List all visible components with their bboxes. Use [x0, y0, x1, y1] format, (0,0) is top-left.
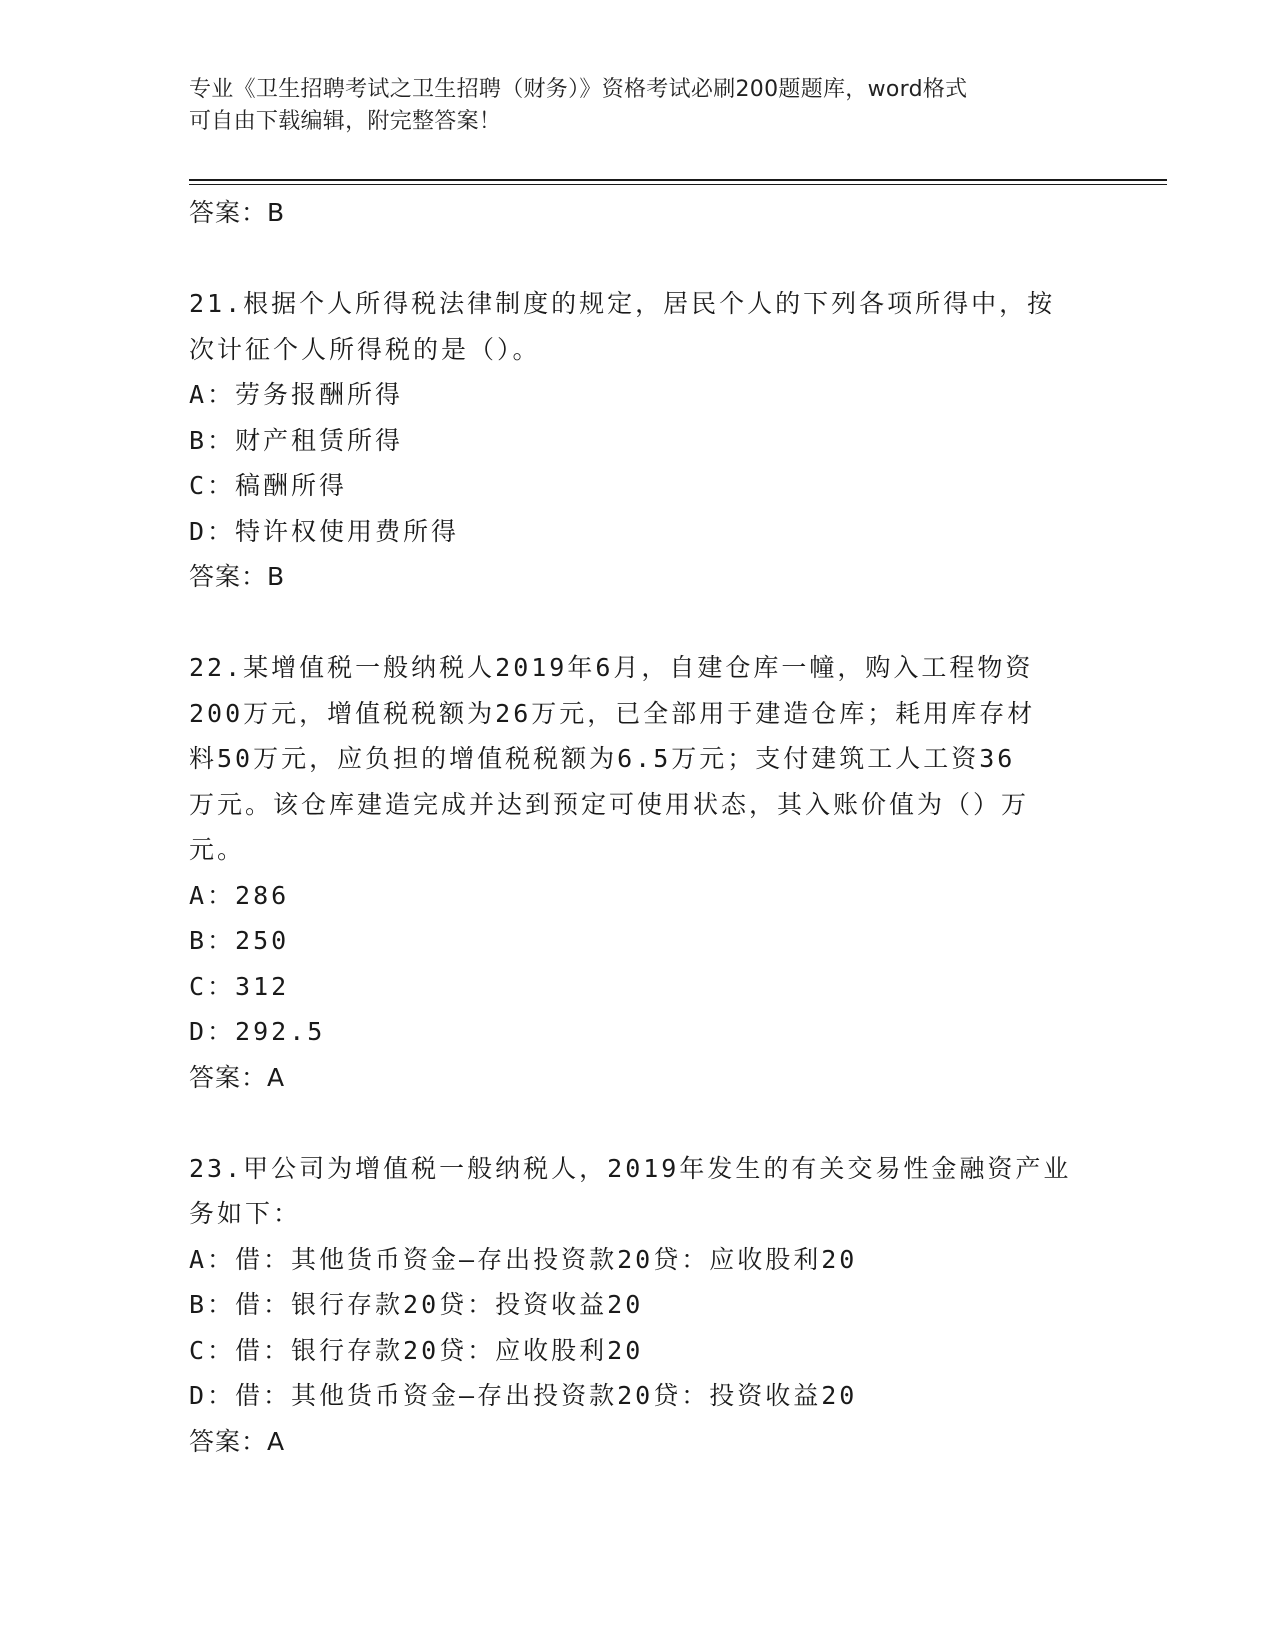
option-b: B：借：银行存款20贷：投资收益20 — [189, 1290, 644, 1319]
stem-line: 务如下： — [189, 1199, 302, 1228]
answer-line: 答案：A — [189, 1426, 286, 1456]
question-stem — [189, 645, 1089, 873]
document-header — [189, 74, 1089, 138]
stem-line: 21.根据个人所得税法律制度的规定，居民个人的下列各项所得中，按 — [189, 289, 1056, 318]
stem-line: 200万元，增值税税额为26万元，已全部用于建造仓库；耗用库存材 — [189, 698, 1036, 728]
option-a: A：借：其他货币资金—存出投资款20贷：应收股利20 — [189, 1244, 858, 1274]
stem-line: 料50万元，应负担的增值税税额为6.5万元；支付建筑工人工资36 — [189, 744, 1016, 773]
header-divider-thick — [189, 179, 1167, 181]
option-d: D：借：其他货币资金—存出投资款20贷：投资收益20 — [189, 1381, 858, 1410]
question-stem — [189, 281, 1089, 372]
question-list — [189, 190, 1089, 1464]
stem-line: 23.甲公司为增值税一般纳税人，2019年发生的有关交易性金融资产业 — [189, 1153, 1072, 1183]
option-d: D：特许权使用费所得 — [189, 516, 460, 546]
option-b: B：财产租赁所得 — [189, 425, 404, 455]
option-c: C：稿酬所得 — [189, 471, 348, 500]
header-divider-thin — [189, 184, 1167, 185]
stem-line: 22.某增值税一般纳税人2019年6月，自建仓库一幢，购入工程物资 — [189, 653, 1034, 682]
option-b: B：250 — [189, 926, 290, 955]
option-a: A：劳务报酬所得 — [189, 380, 404, 409]
question-22 — [189, 645, 1089, 1100]
stem-line: 次计征个人所得税的是（）。 — [189, 334, 541, 364]
header-line-2: 可自由下载编辑，附完整答案！ — [189, 109, 502, 134]
option-a: A：286 — [189, 880, 290, 910]
question-23 — [189, 1146, 1089, 1464]
answer-line: 答案：B — [189, 562, 286, 591]
question-21 — [189, 281, 1089, 599]
option-d: D：292.5 — [189, 1017, 326, 1046]
stem-line: 元。 — [189, 835, 246, 864]
option-c: C：312 — [189, 971, 290, 1001]
answer-line: 答案：A — [189, 1062, 286, 1092]
header-line-1: 专业《卫生招聘考试之卫生招聘（财务）》资格考试必刷200题题库，word格式 — [189, 77, 968, 102]
question-stem — [189, 1146, 1089, 1237]
option-c: C：借：银行存款20贷：应收股利20 — [189, 1335, 644, 1365]
stem-line: 万元。该仓库建造完成并达到预定可使用状态，其入账价值为（）万 — [189, 789, 1030, 819]
answer-line: 答案：B — [189, 198, 286, 227]
